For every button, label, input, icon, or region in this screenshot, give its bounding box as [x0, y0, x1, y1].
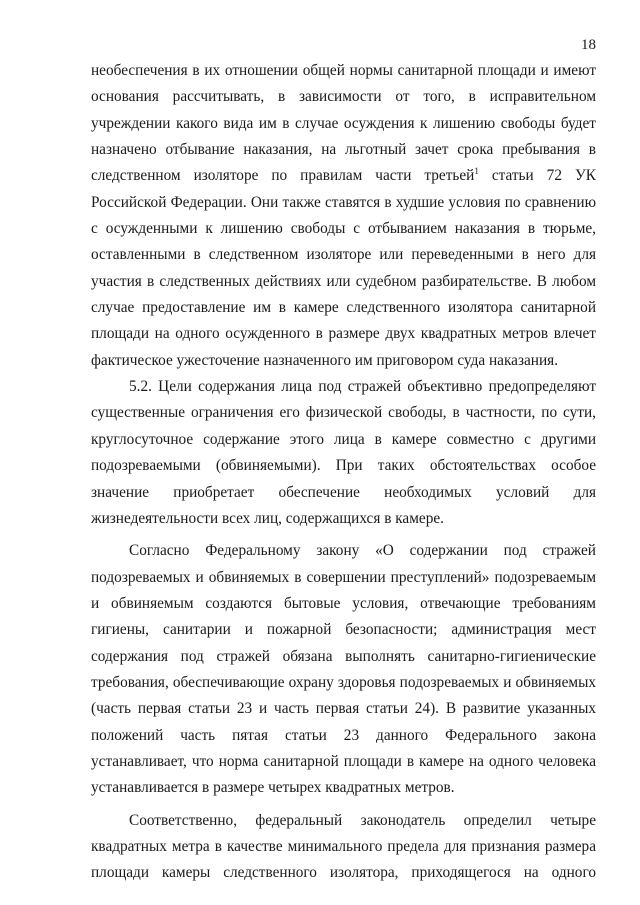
- footnote-marker: 1: [474, 166, 479, 177]
- body-text: [91, 58, 596, 887]
- paragraph-text: необеспечения в их отношении общей нормы санитарной площади и имеют основания рассчитывать, в зависимости от того, в исправительном учреждении какого вида им в случае осуждения к лишению свободы будет назначено отбывание наказания, на льготный зачет срока пребывания в следственном изоляторе по правилам части третьей: [91, 62, 596, 185]
- paragraph-continued: [91, 58, 596, 374]
- paragraph-federal-law: Согласно Федеральному закону «О содержании под стражей подозреваемых и обвиняемых в совершении преступлений» подозреваемым и обвиняемым создаются бытовые условия, отвечающие требованиям гигиены, санитарии и пожарной безопасности; администрация мест содержания под стражей обязана выполнять санитарно-гигиенические требования, обеспечивающие охрану здоровья подозреваемых и обвиняемых (часть первая статьи 23 и часть первая статьи 24). В развитие указанных положений часть пятая статьи 23 данного Федерального закона устанавливает, что норма санитарной площади в камере на одного человека устанавливается в размере четырех квадратных метров.: [91, 542, 596, 797]
- paragraph-5-2: 5.2. Цели содержания лица под стражей объективно предопределяют существенные ограничения его физической свободы, в частности, по сути, круглосуточное содержание этого лица в камере совместно с другими подозреваемыми (обвиняемыми). При таких обстоятельствах особое значение приобретает обеспечение необходимых условий для жизнедеятельности всех лиц, содержащихся в камере.: [91, 378, 596, 527]
- page-number: 18: [581, 37, 596, 53]
- paragraph-accordingly: Соответственно, федеральный законодатель определил четыре квадратных метра в качестве минимального предела для признания размера площади камеры следственного изолятора, приходящегося на одного: [91, 811, 596, 882]
- paragraph-text: статьи 72 УК Российской Федерации. Они также ставятся в худшие условия по сравнению с осужденными к лишению свободы с отбыванием наказания в тюрьме, оставленными в следственном изоляторе или переведенными в него для участия в следственных действиях или судебном разбирательстве. В любом случае предоставление им в камере следственного изолятора санитарной площади на одного осужденного в размере двух квадратных метров влечет фактическое ужесточение назначенного им приговором суда наказания.: [91, 167, 596, 369]
